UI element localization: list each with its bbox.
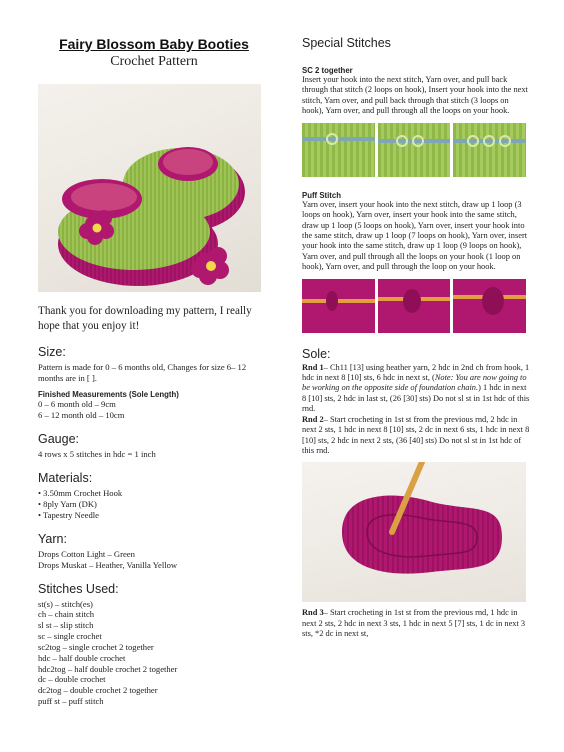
- hook-icon: [302, 279, 375, 333]
- materials-heading: Materials:: [38, 470, 93, 485]
- step-photo: [378, 279, 451, 333]
- puff-stitch-heading: Puff Stitch: [302, 190, 341, 200]
- step-photo: [453, 123, 526, 177]
- list-item: • 3.50mm Crochet Hook: [38, 488, 270, 499]
- size-text: Pattern is made for 0 – 6 months old, Changes for size 6– 12 months are in [ ].: [38, 362, 247, 384]
- puff-photo-strip: [302, 279, 526, 333]
- list-item: dc2tog – double crochet 2 together: [38, 685, 158, 696]
- list-item: dc – double crochet: [38, 674, 106, 685]
- hook-icon: [453, 123, 526, 177]
- hook-icon: [302, 123, 375, 177]
- list-item: sl st – slip stitch: [38, 620, 94, 631]
- step-photo: [302, 123, 375, 177]
- hook-icon: [378, 279, 451, 333]
- intro-text: Thank you for downloading my pattern, I really hope that you enjoy it!: [38, 305, 252, 333]
- sole-photo: [302, 462, 526, 602]
- list-item: • 8ply Yarn (DK): [38, 499, 270, 510]
- sole-rnd3: [302, 608, 530, 639]
- sole-heading: Sole:: [302, 346, 331, 361]
- materials-list: [38, 488, 270, 521]
- size-heading: Size:: [38, 345, 66, 360]
- rnd2-label: Rnd 2: [302, 414, 324, 424]
- list-item: sc – single crochet: [38, 631, 102, 642]
- page-title: Fairy Blossom Baby Booties: [59, 36, 249, 52]
- page-subtitle: Crochet Pattern: [110, 54, 198, 69]
- booties-photo: [38, 84, 261, 292]
- measurements-heading: Finished Measurements (Sole Length): [38, 390, 179, 400]
- rnd1-note: Note: You are now going to be working on the opposite side of foundation chain.: [302, 373, 527, 393]
- rnd1-text-b: ) 1 hdc in next 8 [10] sts, 2 hdc in last st, (26 [30] sts) Do not sl st in 1st hdc of this rnd.: [302, 383, 530, 414]
- stitches-heading: Stitches Used:: [38, 581, 119, 596]
- rnd1-label: Rnd 1: [302, 362, 324, 372]
- list-item: ch – chain stitch: [38, 609, 95, 620]
- sc2tog-heading: SC 2 together: [302, 66, 353, 75]
- gauge-text: 4 rows x 5 stitches in hdc = 1 inch: [38, 448, 156, 459]
- list-item: • Tapestry Needle: [38, 510, 270, 521]
- hook-icon: [453, 279, 526, 333]
- step-photo: [453, 279, 526, 333]
- rnd2-text: – Start crocheting in 1st st from the previous rnd, 2 hdc in next 2 sts, 1 hdc in next 8 [10] sts, 2 dc in next 6 sts, 1 hdc in next 8 [10] sts, 2 hdc in next 2 sts, (36 [40] sts) Do not sl st in 1st hdc of this rnd.: [302, 414, 530, 456]
- yarn-line: Drops Cotton Light – Green: [38, 548, 135, 559]
- rnd3-label: Rnd 3: [302, 608, 324, 618]
- measurement-line: 6 – 12 month old – 10cm: [38, 410, 125, 421]
- list-item: sc2tog – single crochet 2 together: [38, 641, 154, 652]
- step-photo: [302, 279, 375, 333]
- sole-illustration: [302, 462, 526, 602]
- booties-illustration: [38, 84, 261, 292]
- left-column: [38, 36, 270, 707]
- step-photo: [378, 123, 451, 177]
- yarn-line: Drops Muskat – Heather, Vanilla Yellow: [38, 559, 178, 570]
- rnd3-text: – Start crocheting in 1st st from the previous rnd, 1 hdc in next 2 sts, 2 hdc in next 3 sts, 1 hdc in next 5 [7] sts, 1 dc in next 3 sts, *2 dc in next st,: [302, 608, 526, 639]
- right-column: [302, 36, 530, 640]
- hook-icon: [378, 123, 451, 177]
- list-item: hdc2tog – half double crochet 2 together: [38, 663, 178, 674]
- measurement-line: 0 – 6 month old – 9cm: [38, 399, 116, 410]
- list-item: puff st – puff stitch: [38, 695, 104, 706]
- stitches-list: [38, 599, 270, 707]
- list-item: st(s) – stitch(es): [38, 598, 93, 609]
- puff-stitch-text: Yarn over, insert your hook into the next stitch, draw up 1 loop (3 loops on hook), Yarn over, insert your hook into the same stitch, draw up 1 loop (5 loops on hook), Yarn over, insert your hook into the same stitch, draw up 1 loop (7 loops on hook), Yarn over, insert your hook into the same stitch, draw up 1 loop (9 loops on hook), Yarn over, and pull through all the loops on your hook (1 loop on hook), Yarn over, and pull through the loop on your hook.: [302, 199, 528, 272]
- special-stitches-heading: Special Stitches: [302, 36, 391, 50]
- yarn-heading: Yarn:: [38, 531, 67, 546]
- rnd1-text-a: – Ch11 [13] using heather yarn, 2 hdc in 2nd ch from hook, 1 hdc in next 8 [10] sts, 6 hdc in next st, (: [302, 362, 530, 383]
- sole-rnd1: [302, 363, 530, 415]
- sc2tog-photo-strip: [302, 123, 526, 177]
- sc2tog-text: Insert your hook into the next stitch, Yarn over, and pull back through that stitch (2 loops on hook), Insert your hook into the next stitch, Yarn over, and pull back through that stitch (3 loops on hook), Yarn over, and pull through all the loops on your hook.: [302, 75, 528, 116]
- gauge-heading: Gauge:: [38, 431, 80, 446]
- list-item: hdc – half double crochet: [38, 652, 126, 663]
- sole-rnd2: [302, 415, 530, 457]
